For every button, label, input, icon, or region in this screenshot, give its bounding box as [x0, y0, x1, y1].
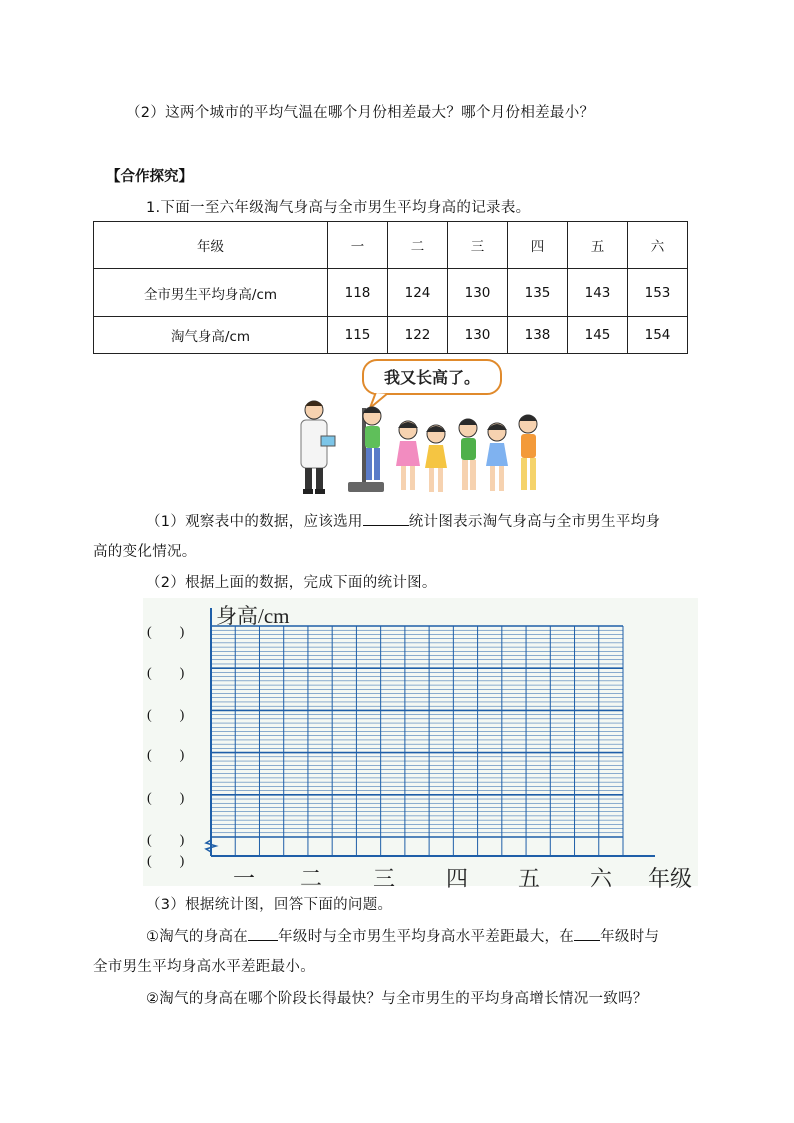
table-cell: 145	[568, 317, 628, 354]
header-cell: 四	[508, 222, 568, 269]
header-cell: 三	[448, 222, 508, 269]
height-record-table	[93, 221, 688, 354]
y-tick-label[interactable]: ( )	[147, 833, 185, 848]
subquestion-1	[146, 510, 660, 531]
subquestion-1-text-b: 统计图表示淘气身高与全市男生平均身	[408, 514, 661, 530]
subquestion-3: （3）根据统计图，回答下面的问题。	[146, 897, 393, 913]
table-cell: 138	[508, 317, 568, 354]
chart-grid	[211, 626, 623, 856]
header-cell: 六	[628, 222, 688, 269]
answer-blank[interactable]	[248, 926, 278, 941]
table-cell: 122	[388, 317, 448, 354]
doctor-figure	[301, 401, 335, 494]
section-title: 【合作探究】	[106, 169, 193, 185]
speech-bubble	[363, 360, 501, 408]
table-cell: 118	[328, 269, 388, 317]
header-cell-grade: 年级	[94, 222, 328, 269]
question-3-1-text-a: ①淘气的身高在	[146, 929, 249, 945]
table-cell: 115	[328, 317, 388, 354]
y-tick-label[interactable]: ( )	[147, 666, 185, 681]
question-3-1-text-b: 年级时与全市男生平均身高水平差距最大，在	[278, 929, 575, 945]
question-3-2: ②淘气的身高在哪个阶段长得最快？与全市男生的平均身高增长情况一致吗？	[146, 991, 648, 1007]
table-cell: 124	[388, 269, 448, 317]
children-illustration	[290, 358, 550, 500]
table-cell: 143	[568, 269, 628, 317]
table-cell: 130	[448, 317, 508, 354]
row-label: 全市男生平均身高/cm	[94, 269, 328, 317]
x-tick-label: 三	[373, 866, 396, 891]
header-cell: 一	[328, 222, 388, 269]
table-cell: 153	[628, 269, 688, 317]
question-3-1	[146, 925, 659, 946]
y-tick-label[interactable]: ( )	[147, 791, 185, 806]
y-tick-label[interactable]: ( )	[147, 748, 185, 763]
child-figure	[425, 425, 447, 492]
subquestion-1-text-a: （1）观察表中的数据，应该选用	[146, 514, 363, 530]
question-2-line: （2）这两个城市的平均气温在哪个月份相差最大？哪个月份相差最小？	[126, 105, 595, 121]
table-row	[94, 269, 688, 317]
table-intro: 1.下面一至六年级淘气身高与全市男生平均身高的记录表。	[146, 200, 531, 216]
x-tick-label: 四	[446, 866, 469, 891]
speech-bubble-text: 我又长高了。	[383, 368, 481, 387]
child-figure	[519, 415, 537, 490]
table-cell: 135	[508, 269, 568, 317]
y-axis-title: 身高/cm	[216, 604, 290, 628]
x-tick-label: 二	[300, 866, 323, 891]
table-cell: 154	[628, 317, 688, 354]
x-axis-title: 年级	[648, 866, 693, 891]
child-figure	[486, 423, 508, 491]
answer-blank[interactable]	[363, 511, 409, 526]
line-chart	[143, 598, 698, 886]
chart-axes	[206, 608, 655, 856]
question-3-1-cont: 全市男生平均身高水平差距最小。	[93, 959, 315, 975]
header-cell: 五	[568, 222, 628, 269]
question-3-1-text-c: 年级时与	[600, 929, 660, 945]
y-tick-label[interactable]: ( )	[147, 708, 185, 723]
x-tick-label: 六	[590, 866, 613, 891]
table-row	[94, 317, 688, 354]
subquestion-2: （2）根据上面的数据，完成下面的统计图。	[146, 575, 437, 591]
child-figure	[459, 419, 477, 490]
subquestion-1-cont: 高的变化情况。	[93, 544, 197, 560]
child-figure	[396, 421, 420, 490]
row-label: 淘气身高/cm	[94, 317, 328, 354]
y-tick-label[interactable]: ( )	[147, 625, 185, 640]
x-tick-label: 五	[518, 866, 541, 891]
x-tick-label: 一	[233, 866, 256, 891]
answer-blank[interactable]	[574, 926, 600, 941]
header-cell: 二	[388, 222, 448, 269]
y-tick-label[interactable]: ( )	[147, 854, 185, 869]
table-header-row	[94, 222, 688, 269]
table-cell: 130	[448, 269, 508, 317]
